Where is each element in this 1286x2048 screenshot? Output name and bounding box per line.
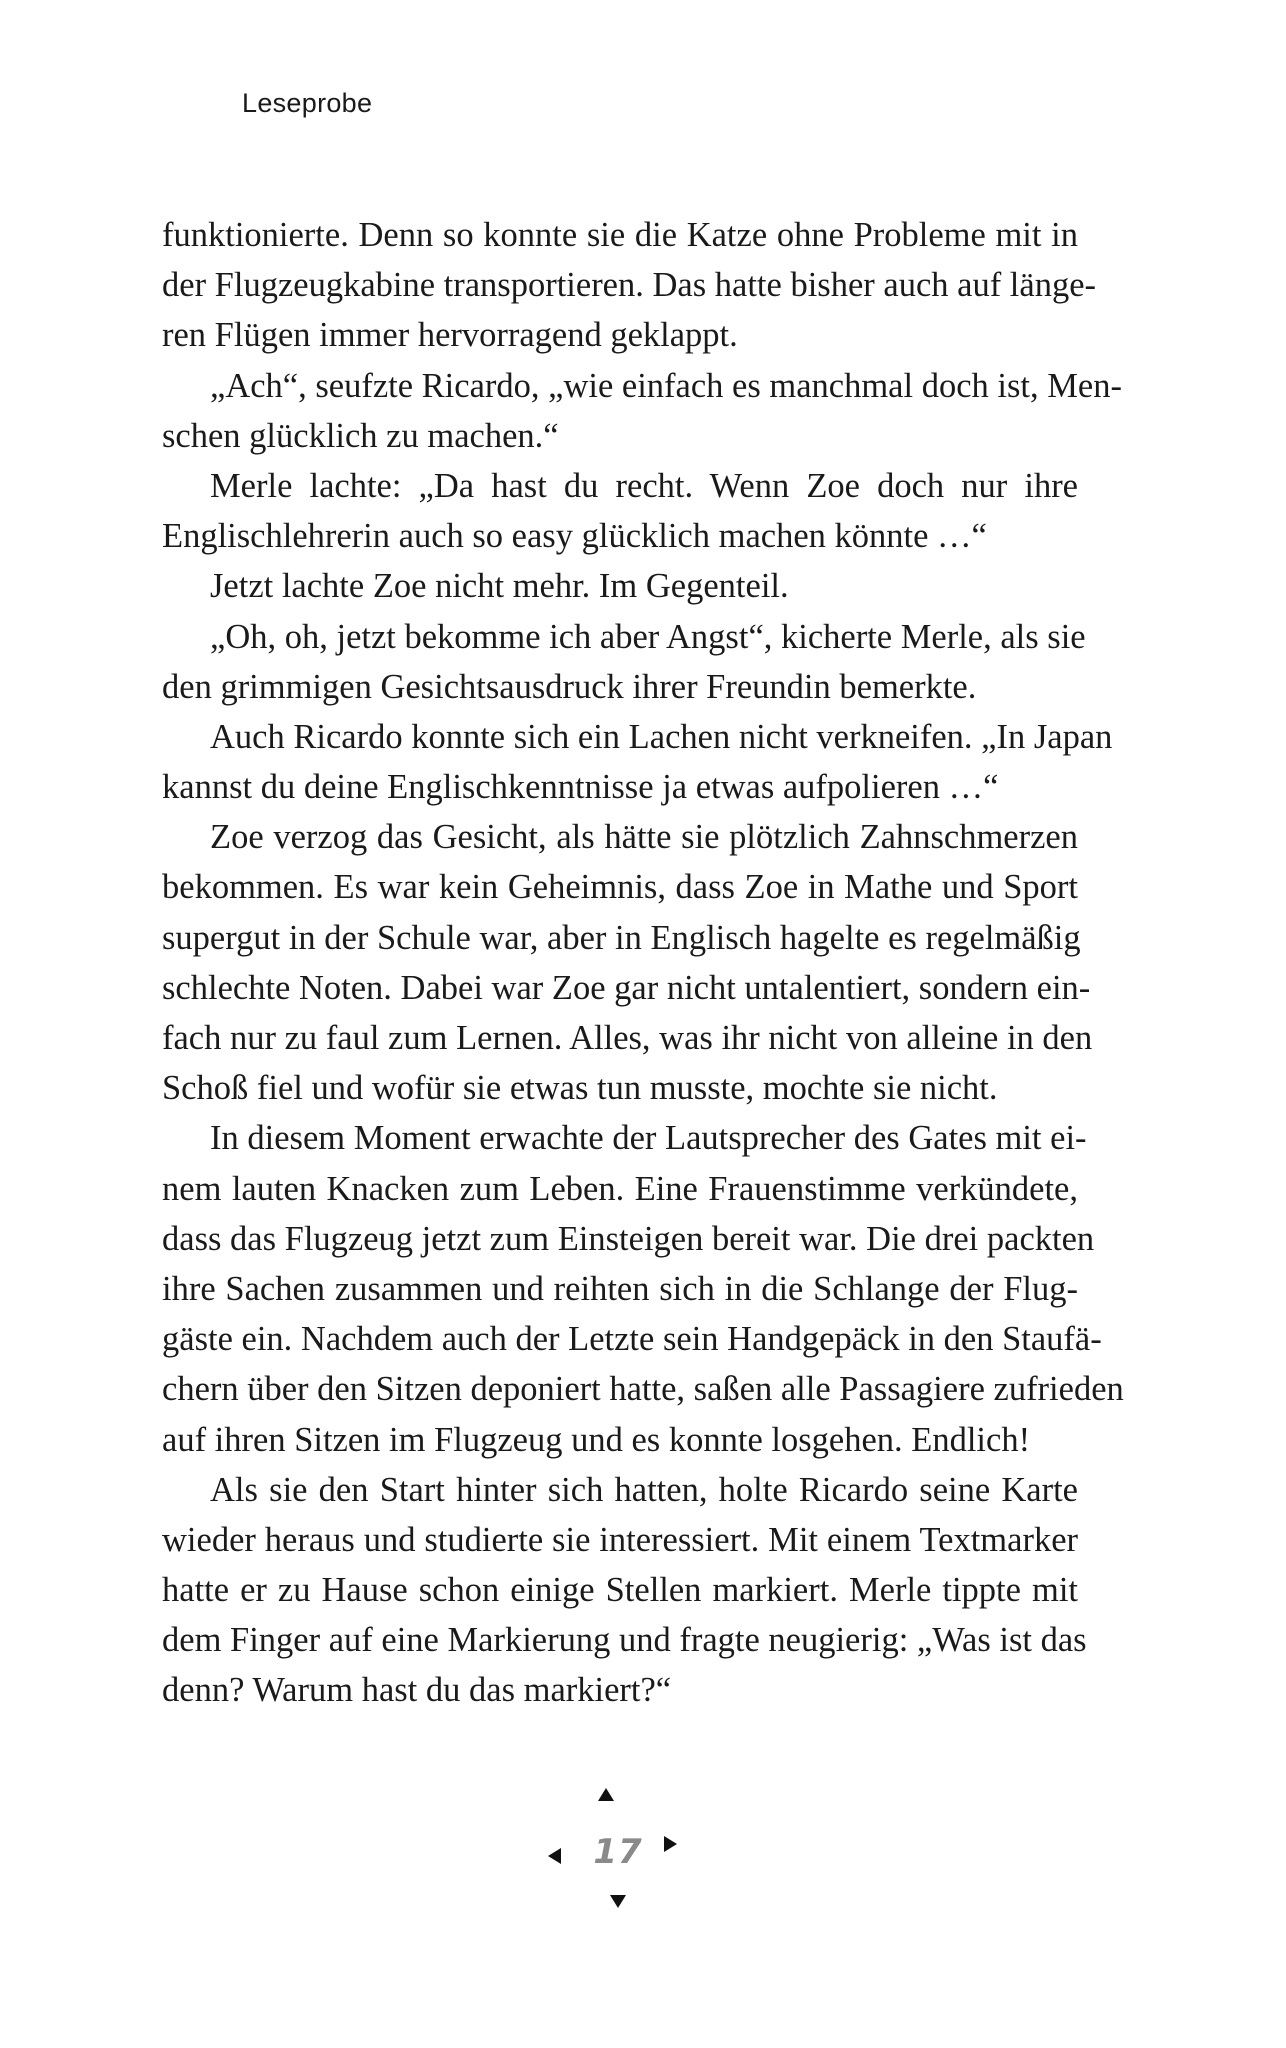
text-line: kannst du deine Englischkenntnisse ja etwas aufpolieren …“ bbox=[162, 768, 999, 807]
text-line: „Ach“, seufzte Ricardo, „wie einfach es manchmal doch ist, Men- bbox=[210, 366, 1122, 405]
text-line: „Oh, oh, jetzt bekomme ich aber Angst“, kicherte Merle, als sie bbox=[210, 617, 1086, 656]
text-line: Merle lachte: „Da hast du recht. Wenn Zoe doch nur ihre bbox=[210, 466, 1078, 505]
text-line: schen glücklich zu machen.“ bbox=[162, 416, 559, 455]
text-line: dem Finger auf eine Markierung und fragte neugierig: „Was ist das bbox=[162, 1621, 1087, 1660]
arrow-down-icon bbox=[610, 1895, 626, 1908]
text-line: der Flugzeugkabine transportieren. Das hatte bisher auch auf länge- bbox=[162, 266, 1097, 305]
text-line: gäste ein. Nachdem auch der Letzte sein Handgepäck in den Staufä- bbox=[162, 1320, 1102, 1359]
text-line: nem lauten Knacken zum Leben. Eine Frauenstimme verkündete, bbox=[162, 1169, 1078, 1208]
text-line: den grimmigen Gesichtsausdruck ihrer Freundin bemerkte. bbox=[162, 667, 977, 706]
text-line: auf ihren Sitzen im Flugzeug und es konnte losgehen. Endlich! bbox=[162, 1420, 1031, 1459]
text-line: chern über den Sitzen deponiert hatte, saßen alle Passagiere zufrieden bbox=[162, 1370, 1124, 1409]
text-line: Auch Ricardo konnte sich ein Lachen nicht verkneifen. „In Japan bbox=[210, 717, 1113, 756]
text-line: fach nur zu faul zum Lernen. Alles, was ihr nicht von alleine in den bbox=[162, 1019, 1093, 1057]
text-line: Jetzt lachte Zoe nicht mehr. Im Gegenteil. bbox=[210, 567, 789, 606]
text-line: ihre Sachen zusammen und reihten sich in die Schlange der Flug- bbox=[162, 1269, 1078, 1308]
body-text bbox=[162, 210, 1124, 1716]
text-line: denn? Warum hast du das markiert?“ bbox=[162, 1671, 672, 1710]
text-line: Schoß fiel und wofür sie etwas tun musste, mochte sie nicht. bbox=[162, 1069, 998, 1108]
text-line: ren Flügen immer hervorragend geklappt. bbox=[162, 316, 738, 355]
text-line: wieder heraus und studierte sie interessiert. Mit einem Textmarker bbox=[162, 1520, 1078, 1559]
text-line: In diesem Moment erwachte der Lautsprecher des Gates mit ei- bbox=[210, 1119, 1087, 1158]
arrow-left-icon bbox=[548, 1848, 561, 1864]
arrow-right-icon bbox=[664, 1836, 677, 1852]
page-number: 17 bbox=[593, 1832, 643, 1872]
page-navigation bbox=[548, 1788, 688, 1918]
text-line: schlechte Noten. Dabei war Zoe gar nicht untalentiert, sondern ein- bbox=[162, 968, 1091, 1007]
text-line: Zoe verzog das Gesicht, als hätte sie plötzlich Zahnschmerzen bbox=[210, 818, 1078, 857]
text-line: bekommen. Es war kein Geheimnis, dass Zoe in Mathe und Sport bbox=[162, 868, 1078, 907]
text-line: Englischlehrerin auch so easy glücklich machen könnte …“ bbox=[162, 517, 987, 556]
text-line: supergut in der Schule war, aber in Englisch hagelte es regelmäßig bbox=[162, 918, 1081, 957]
header-label: Leseprobe bbox=[242, 88, 373, 118]
text-line: dass das Flugzeug jetzt zum Einsteigen bereit war. Die drei packten bbox=[162, 1219, 1095, 1258]
text-line: Als sie den Start hinter sich hatten, holte Ricardo seine Karte bbox=[210, 1470, 1078, 1509]
text-line: funktionierte. Denn so konnte sie die Katze ohne Probleme mit in bbox=[162, 216, 1078, 254]
arrow-up-icon bbox=[598, 1788, 614, 1801]
text-line: hatte er zu Hause schon einige Stellen markiert. Merle tippte mit bbox=[162, 1571, 1078, 1610]
